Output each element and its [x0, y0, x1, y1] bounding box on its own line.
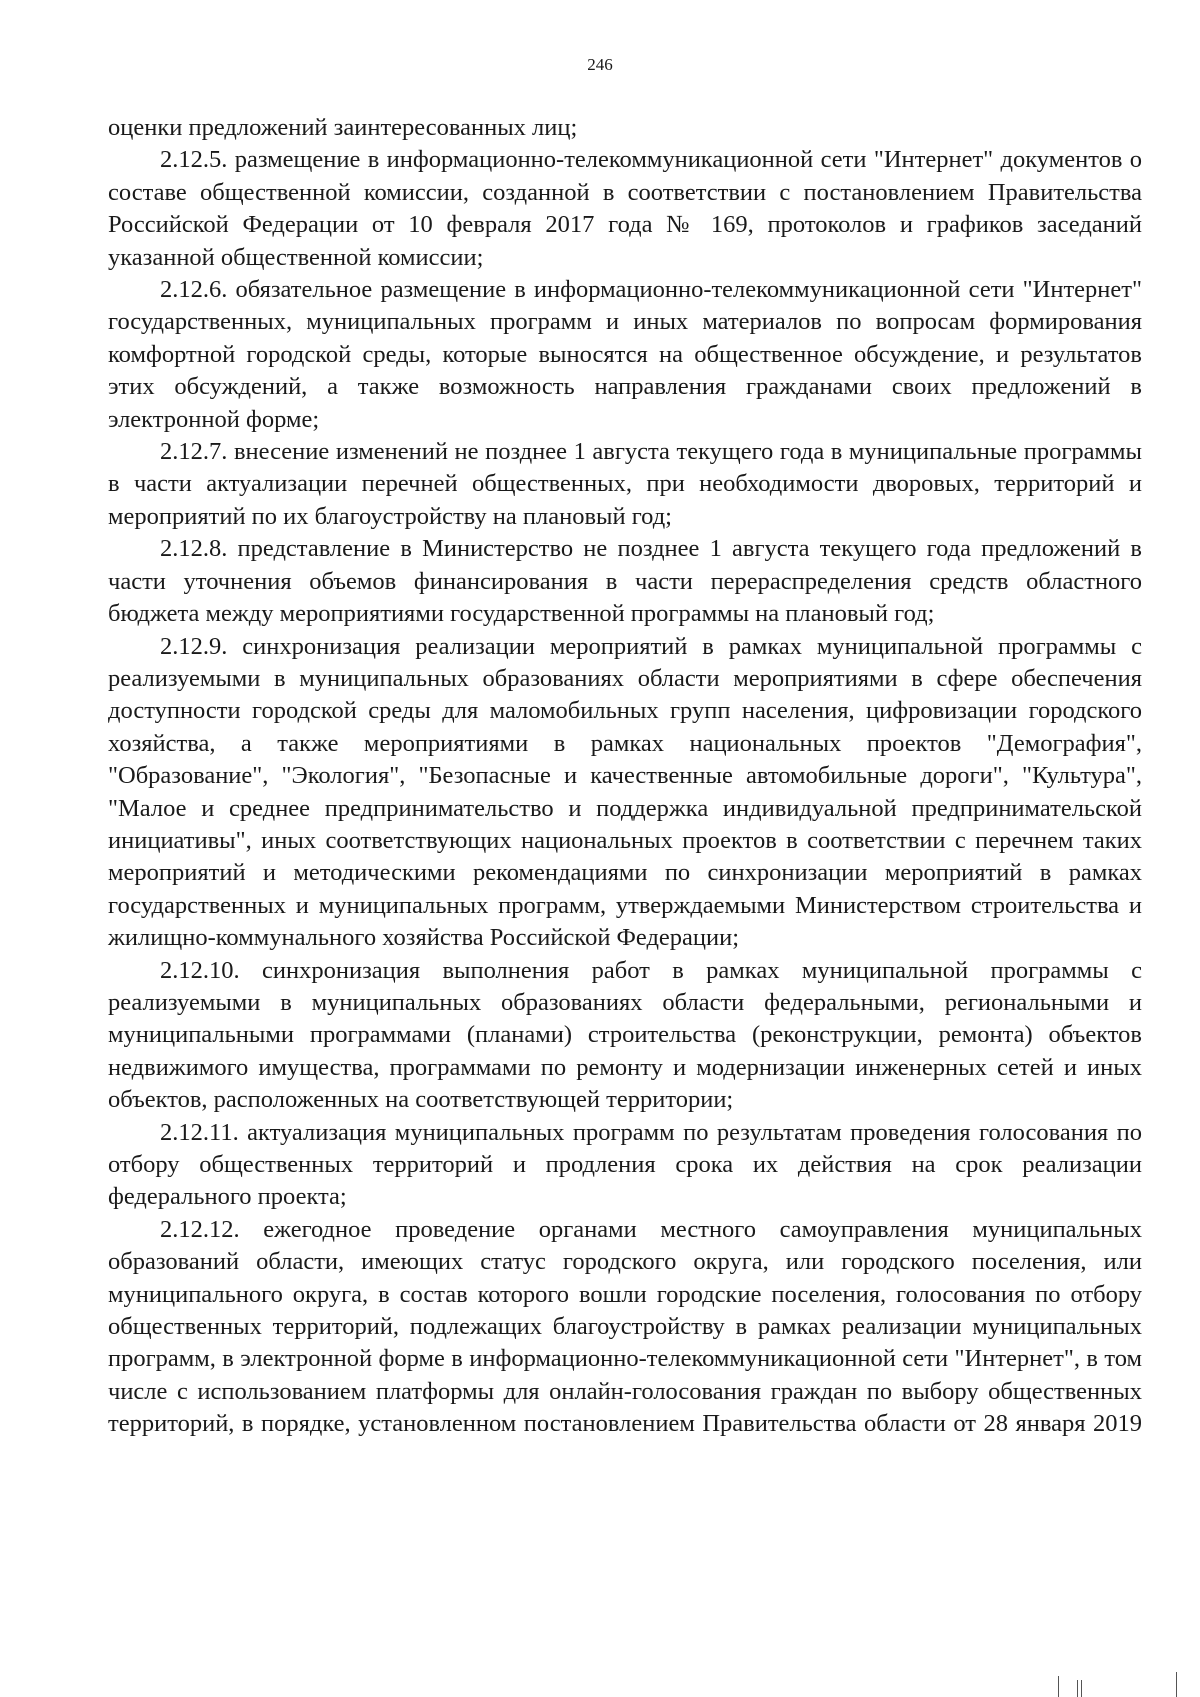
paragraph-2-12-5: 2.12.5. размещение в информационно-телекоммуникационной сети "Интернет" документов о составе общественной комиссии, созданной в соответствии с постановлением Правительства Российской Федерации от 10 февраля 2017 года № 169, протоколов и графиков заседаний указанной общественной комиссии; — [108, 146, 1142, 271]
scan-artifact-mark — [1176, 1672, 1177, 1697]
paragraph-2-12-11: 2.12.11. актуализация муниципальных программ по результатам проведения голосования по отбору общественных территорий и продления срока их действия на срок реализации федерального проекта; — [108, 1118, 1142, 1211]
paragraph-2-12-6: 2.12.6. обязательное размещение в информационно-телекоммуникационной сети "Интернет" государственных, муниципальных программ и иных материалов по вопросам формирования комфортной городской среды, которые выносятся на общественное обсуждение, и результатов этих обсуждений, а также возможность направления гражданами своих предложений в электронной форме; — [108, 276, 1142, 433]
body-text — [108, 112, 1142, 1441]
scan-artifact-mark — [1081, 1680, 1082, 1697]
paragraph-2-12-7: 2.12.7. внесение изменений не позднее 1 августа текущего года в муниципальные программы в части актуализации перечней общественных, при необходимости дворовых, территорий и мероприятий по их благоустройству на плановый год; — [108, 438, 1142, 530]
paragraph-continuation: оценки предложений заинтересованных лиц; — [108, 114, 578, 141]
scan-artifact-mark — [1077, 1680, 1078, 1697]
paragraph-2-12-12: 2.12.12. ежегодное проведение органами местного самоуправления муниципальных образований области, имеющих статус городского округа, или городского поселения, или муниципального округа, в состав которого вошли городские поселения, голосования по отбору общественных территорий, подлежащих благоустройству в рамках реализации муниципальных программ, в электронной форме в информационно-телекоммуникационной сети "Интернет", в том числе с использованием платформы для онлайн-голосования граждан по выбору общественных территорий, в порядке, установленном постановлением Правительства области от 28 января 2019 — [108, 1215, 1142, 1438]
paragraph-2-12-10: 2.12.10. синхронизация выполнения работ в рамках муниципальной программы с реализуемыми в муниципальных образованиях области федеральными, региональными и муниципальными программами (планами) строительства (реконструкции, ремонта) объектов недвижимого имущества, программами по ремонту и модернизации инженерных сетей и иных объектов, расположенных на соответствующей территории; — [108, 956, 1142, 1114]
scan-artifact-mark — [1058, 1676, 1059, 1697]
page-number: 246 — [587, 55, 613, 74]
paragraph-2-12-9: 2.12.9. синхронизация реализации мероприятий в рамках муниципальной программы с реализуемыми в муниципальных образованиях области мероприятиями в сфере обеспечения доступности городской среды для маломобильных групп населения, цифровизации городского хозяйства, а также мероприятиями в рамках национальных проектов "Демография", "Образование", "Экология", "Безопасные и качественные автомобильные дороги", "Культура", "Малое и среднее предпринимательство и поддержка индивидуальной предпринимательской инициативы", иных соответствующих национальных проектов в соответствии с перечнем таких мероприятий и методическими рекомендациями по синхронизации мероприятий в рамках государственных и муниципальных программ, утверждаемыми Министерством строительства и жилищно-коммунального хозяйства Российской Федерации; — [108, 632, 1142, 952]
paragraph-2-12-8: 2.12.8. представление в Министерство не позднее 1 августа текущего года предложений в части уточнения объемов финансирования в части перераспределения средств областного бюджета между мероприятиями государственной программы на плановый год; — [108, 535, 1142, 628]
